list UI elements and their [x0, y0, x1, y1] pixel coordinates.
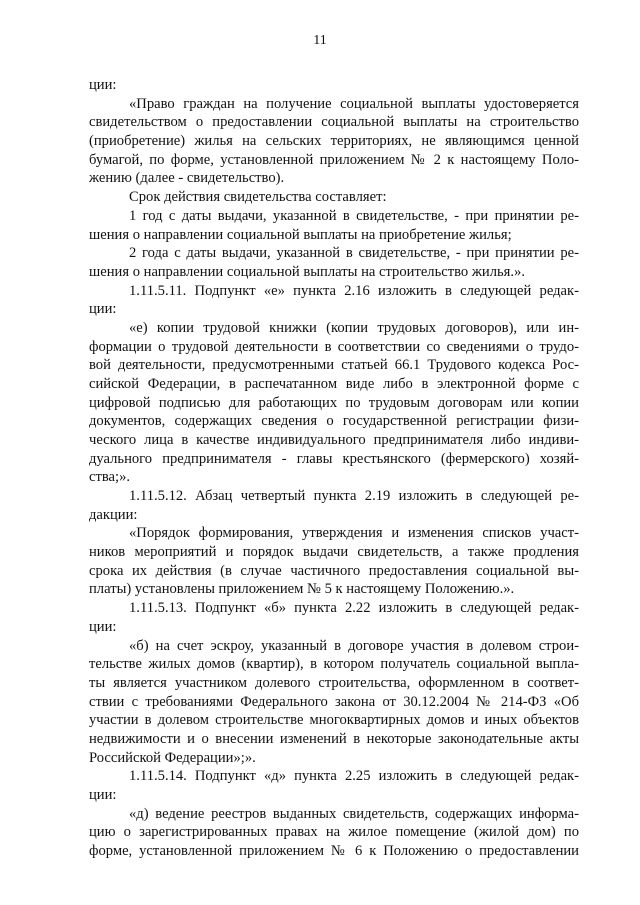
text-line: «Право граждан на получение социальной выплаты удостоверяется	[129, 95, 579, 112]
text-line: цифровой подписью для работающих по трудовым договорам или копии	[89, 394, 579, 411]
text-line: ты является участником долевого строительства, оформленном в соответ-	[89, 674, 579, 691]
text-line: цию о зарегистрированных правах на жилое помещение (жилой дом) по	[89, 824, 579, 841]
text-line: (приобретение) жилья на сельских территориях, не являющимся ценной	[89, 133, 579, 149]
text-line: ции:	[89, 77, 117, 93]
text-line: Российской Федерации»;».	[89, 749, 256, 766]
text-line: жению (далее - свидетельство).	[89, 170, 285, 187]
text-line: недвижимости и о внесении изменений в некоторые законодательные акты	[89, 730, 579, 747]
text-line: 1 год с даты выдачи, указанной в свидетельстве, - при принятии ре-	[129, 207, 579, 224]
text-line: срока их действия (в случае частичного предоставления социальной вы-	[89, 562, 579, 579]
text-line: 1.11.5.11. Подпункт «е» пункта 2.16 изложить в следующей редак-	[129, 282, 579, 299]
text-line: 1.11.5.13. Подпункт «б» пункта 2.22 изложить в следующей редак-	[129, 600, 579, 617]
text-line: ства;».	[89, 469, 131, 486]
text-line: «б) на счет эскроу, указанный в договоре участия в долевом строи-	[129, 637, 579, 654]
text-line: тельстве жилых домов (квартир), в котором получатель социальной выпла-	[89, 656, 579, 673]
text-line: участии в долевом строительстве многоквартирных домов и иных объектов	[89, 712, 579, 729]
text-line: платы) установлены приложением № 5 к настоящему Положению.».	[89, 581, 515, 598]
text-line: ции:	[89, 301, 117, 318]
text-line: вой деятельности, предусмотренными статьей 66.1 Трудового кодекса Рос-	[89, 357, 579, 374]
text-line: документов, содержащих сведения о государственной регистрации физи-	[89, 413, 579, 430]
text-line: шения о направлении социальной выплаты на строительство жилья.».	[89, 263, 525, 280]
text-line: «д) ведение реестров выданных свидетельств, содержащих информа-	[129, 805, 579, 822]
text-line: ции:	[89, 787, 117, 803]
text-line: дакции:	[89, 506, 138, 523]
text-line: «е) копии трудовой книжки (копии трудовых договоров), или ин-	[129, 319, 579, 336]
text-line: 1.11.5.14. Подпункт «д» пункта 2.25 изложить в следующей редак-	[129, 768, 579, 785]
text-line: дуального предпринимателя - главы крестьянского (фермерского) хозяй-	[89, 450, 579, 467]
page-number: 11	[313, 33, 327, 48]
text-line: «Порядок формирования, утверждения и изменения списков участ-	[129, 525, 579, 542]
text-line: шения о направлении социальной выплаты на приобретение жилья;	[89, 226, 512, 243]
text-line: формации о трудовой деятельности в соответствии со сведениями о трудо-	[89, 338, 579, 355]
text-line: 1.11.5.12. Абзац четвертый пункта 2.19 изложить в следующей ре-	[129, 488, 579, 504]
text-line: ции:	[89, 618, 117, 635]
text-line: свидетельством о предоставлении социальной выплаты на строительство	[89, 114, 579, 131]
text-line: 2 года с даты выдачи, указанной в свидетельстве, - при принятии ре-	[129, 245, 579, 262]
text-line: сийской Федерации, в распечатанном виде либо в электронной форме с	[89, 375, 579, 392]
text-line: ческого лица в качестве индивидуального предпринимателя либо индиви-	[89, 432, 579, 448]
text-line: бумагой, по форме, установленной приложением № 2 к настоящему Поло-	[89, 151, 579, 168]
text-line: Срок действия свидетельства составляет:	[129, 189, 387, 206]
text-line: ников мероприятий и порядок выдачи свидетельств, а также продления	[89, 544, 579, 561]
text-line: ствии с требованиями Федерального закона от 30.12.2004 № 214-ФЗ «Об	[89, 693, 579, 710]
text-line: форме, установленной приложением № 6 к Положению о предоставлении	[89, 843, 579, 859]
